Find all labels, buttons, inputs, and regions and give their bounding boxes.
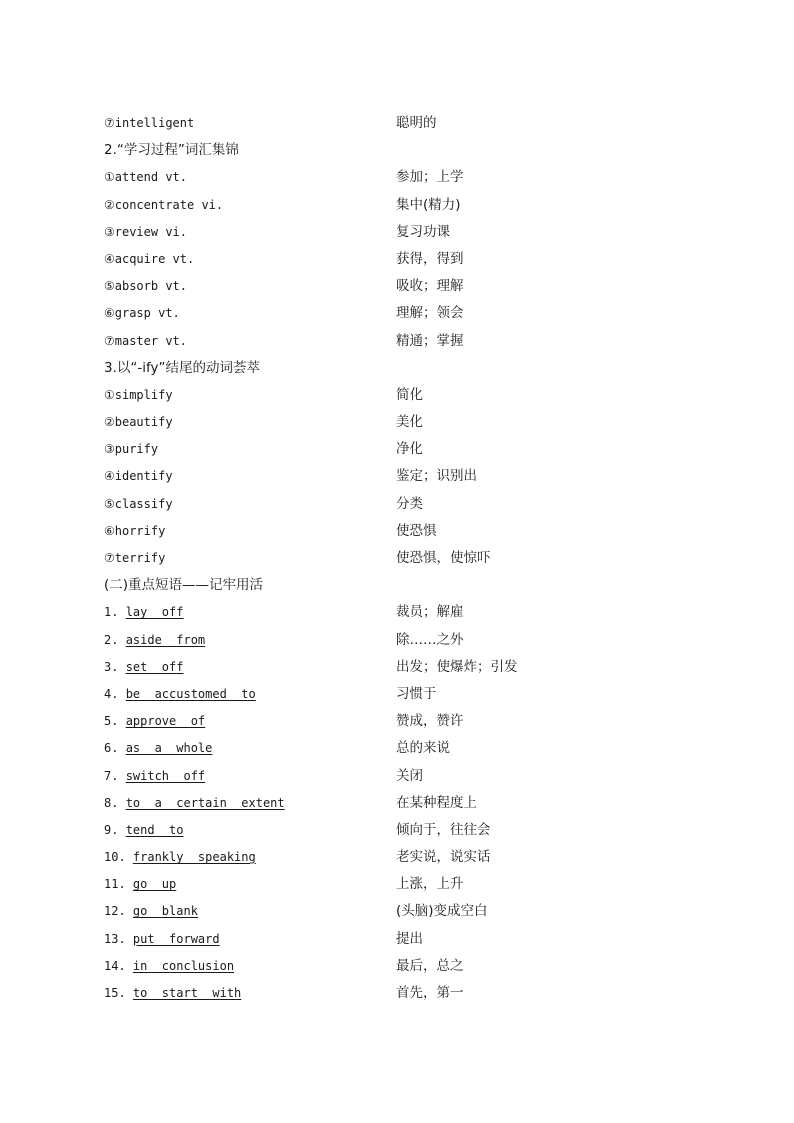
vocab-meaning: 分类 [396, 495, 423, 512]
phrase-entry [104, 871, 176, 898]
phrase-entry [104, 763, 205, 790]
phrase-row [0, 735, 794, 762]
vocab-meaning: 理解；领会 [396, 305, 464, 322]
vocab-row [0, 491, 794, 518]
vocab-meaning: 吸收；理解 [396, 278, 464, 295]
vocab-word: ⑦master vt. [104, 333, 188, 348]
phrase-text: switch off [125, 768, 206, 783]
phrases-heading: (二)重点短语——记牢用活 [104, 577, 264, 594]
phrase-entry [104, 844, 256, 871]
phrase-row [0, 871, 794, 898]
phrase-meaning: 关闭 [396, 767, 423, 784]
phrase-entry [104, 898, 198, 925]
phrase-entry [104, 817, 183, 844]
vocab-word: ⑤absorb vt. [104, 279, 188, 294]
phrase-text: to start with [132, 986, 242, 1000]
phrase-row [0, 898, 794, 925]
vocab-row [0, 545, 794, 572]
phrase-text: tend to [125, 822, 184, 837]
phrase-text: in conclusion [132, 958, 235, 973]
vocab-row [0, 382, 794, 409]
section-2-heading: 2.“学习过程”词汇集锦 [104, 142, 239, 159]
phrase-row [0, 790, 794, 817]
phrase-number: 15. [104, 986, 133, 1000]
vocab-row [0, 436, 794, 463]
vocab-meaning: 使恐惧 [396, 522, 437, 539]
phrase-entry [104, 926, 220, 953]
phrase-number: 14. [104, 958, 133, 973]
phrase-number: 13. [104, 931, 133, 946]
phrase-row [0, 654, 794, 681]
phrase-entry [104, 953, 234, 980]
phrase-text: set off [125, 659, 184, 674]
vocab-row [0, 110, 794, 137]
phrase-row [0, 980, 794, 1007]
vocab-meaning: 使恐惧，使惊吓 [396, 550, 491, 566]
vocab-row [0, 246, 794, 273]
phrase-meaning: 裁员；解雇 [396, 604, 464, 621]
vocab-meaning: 复习功课 [396, 223, 450, 240]
phrase-entry [104, 599, 183, 626]
vocab-row [0, 164, 794, 191]
phrase-row [0, 599, 794, 626]
vocab-row [0, 300, 794, 327]
phrase-text: frankly speaking [132, 850, 256, 865]
phrase-entry [104, 627, 205, 654]
vocab-row [0, 192, 794, 219]
vocab-word: ⑦terrify [104, 551, 166, 565]
vocab-word: ④acquire vt. [104, 251, 195, 266]
phrase-text: aside from [125, 632, 206, 647]
document-page [0, 110, 794, 1007]
vocab-word: ②concentrate vi. [104, 197, 224, 212]
phrase-number: 5. [104, 714, 126, 729]
section-heading [0, 355, 794, 382]
phrase-meaning: 在某种程度上 [396, 794, 477, 811]
vocab-meaning: 净化 [396, 441, 423, 458]
vocab-row [0, 273, 794, 300]
phrase-entry [104, 654, 183, 681]
vocab-word: ③review vi. [104, 224, 188, 239]
phrase-meaning: 提出 [396, 930, 423, 947]
vocab-word: ⑤classify [104, 496, 173, 511]
phrase-number: 10. [104, 850, 133, 865]
vocab-word: ⑦intelligent [104, 116, 195, 130]
vocab-row [0, 518, 794, 545]
phrase-entry [104, 980, 241, 1007]
phrase-text: to a certain extent [125, 795, 285, 810]
vocab-row [0, 328, 794, 355]
phrase-row [0, 627, 794, 654]
phrase-meaning: 出发；使爆炸；引发 [396, 658, 518, 675]
phrase-row [0, 763, 794, 790]
vocab-word: ①simplify [104, 387, 173, 402]
phrase-number: 3. [104, 659, 126, 674]
phrase-entry [104, 790, 285, 817]
vocab-meaning: 美化 [396, 414, 423, 431]
phrase-number: 2. [104, 632, 126, 647]
section-3-heading: 3.以“-ify”结尾的动词荟萃 [104, 359, 260, 376]
phrase-meaning: (头脑)变成空白 [396, 903, 488, 920]
phrase-meaning: 上涨，上升 [396, 876, 464, 893]
section-heading [0, 137, 794, 164]
phrase-text: as a whole [125, 741, 213, 756]
phrase-text: be accustomed to [125, 686, 256, 701]
phrase-number: 12. [104, 904, 133, 919]
phrase-text: put forward [132, 931, 220, 946]
vocab-row [0, 219, 794, 246]
phrase-meaning: 除……之外 [396, 631, 464, 648]
vocab-row [0, 409, 794, 436]
vocab-meaning: 聪明的 [396, 115, 437, 131]
phrase-meaning: 老实说，说实话 [396, 849, 491, 866]
phrase-text: lay off [125, 605, 184, 620]
phrase-text: approve of [125, 714, 206, 729]
vocab-word: ③purify [104, 442, 159, 457]
section-heading [0, 572, 794, 599]
phrase-number: 7. [104, 768, 126, 783]
phrase-row [0, 681, 794, 708]
phrase-meaning: 习惯于 [396, 685, 437, 702]
phrase-meaning: 倾向于，往往会 [396, 821, 491, 838]
vocab-word: ⑥grasp vt. [104, 306, 180, 321]
phrase-number: 9. [104, 822, 126, 837]
phrase-meaning: 总的来说 [396, 740, 450, 757]
phrase-meaning: 赞成，赞许 [396, 713, 464, 730]
phrase-row [0, 953, 794, 980]
vocab-word: ⑥horrify [104, 523, 166, 538]
phrase-row [0, 817, 794, 844]
phrase-number: 11. [104, 877, 133, 892]
phrase-entry [104, 708, 205, 735]
phrase-text: go up [132, 877, 177, 892]
phrase-row [0, 926, 794, 953]
vocab-meaning: 集中(精力) [396, 196, 461, 213]
vocab-meaning: 精通；掌握 [396, 332, 464, 349]
phrase-number: 4. [104, 686, 126, 701]
phrase-row [0, 708, 794, 735]
vocab-meaning: 获得，得到 [396, 250, 464, 267]
phrase-text: go blank [132, 904, 198, 919]
phrase-number: 1. [104, 605, 126, 620]
phrase-number: 8. [104, 795, 126, 810]
phrase-entry [104, 681, 256, 708]
phrase-row [0, 844, 794, 871]
vocab-meaning: 参加；上学 [396, 169, 464, 186]
vocab-word: ④identify [104, 469, 173, 484]
vocab-meaning: 鉴定；识别出 [396, 468, 477, 485]
phrase-number: 6. [104, 741, 126, 756]
vocab-meaning: 简化 [396, 386, 423, 403]
vocab-word: ①attend vt. [104, 170, 188, 185]
phrase-entry [104, 735, 212, 762]
phrase-meaning: 首先，第一 [396, 985, 464, 1001]
vocab-row [0, 463, 794, 490]
phrase-meaning: 最后，总之 [396, 957, 464, 974]
vocab-word: ②beautify [104, 415, 173, 430]
